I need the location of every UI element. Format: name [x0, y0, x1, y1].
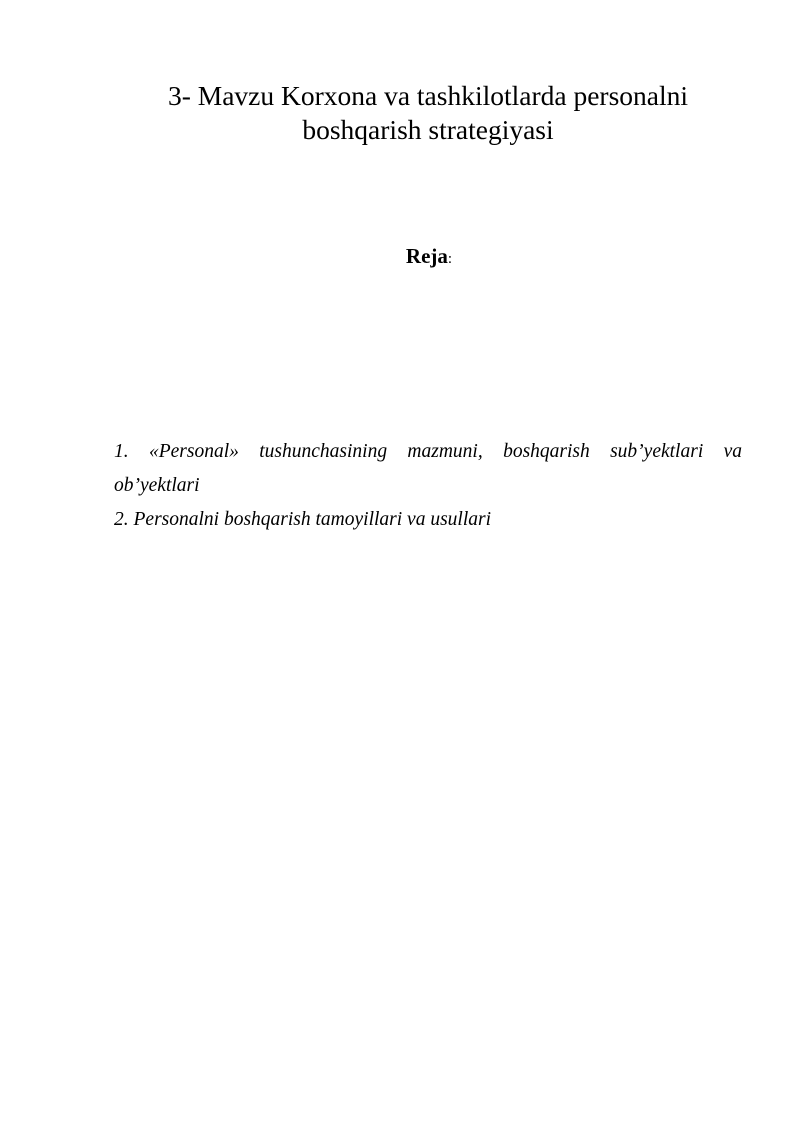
plan-item-2-text: 2. Personalni boshqarish tamoyillari va usullari [114, 509, 492, 530]
plan-item-1-line-2: ob’yektlari [114, 475, 200, 496]
plan-heading [0, 242, 800, 273]
plan-heading-label: Reja [405, 244, 448, 268]
plan-item [114, 435, 742, 503]
page-title [100, 79, 756, 147]
title-line-2: boshqarish strategiyasi [302, 114, 554, 145]
plan-heading-colon: : [447, 251, 453, 267]
plan-item-1-line-1: 1. «Personal» tushunchasining mazmuni, boshqarish sub’yektlari va [114, 441, 742, 462]
plan-item [114, 503, 742, 537]
plan-list [114, 435, 742, 537]
title-line-1: 3- Mavzu Korxona va tashkilotlarda personalni [167, 80, 689, 111]
